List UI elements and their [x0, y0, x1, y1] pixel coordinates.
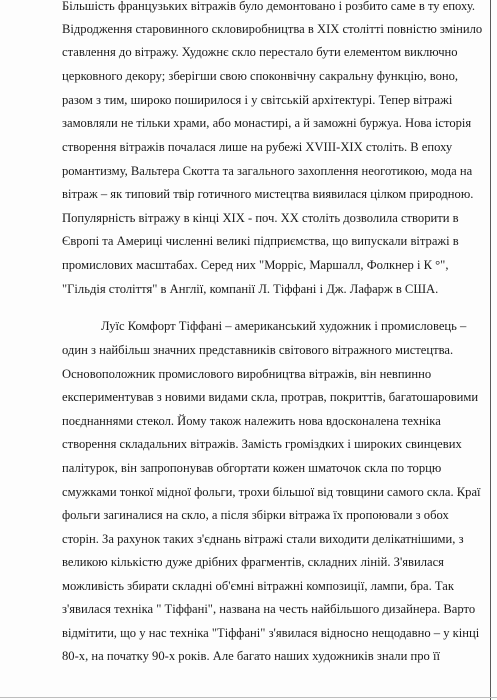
- text-line: церковного декору; зберігши свою споконвічну сакральну функцію, воно,: [62, 69, 459, 83]
- text-line: Більшість французьких вітражів було демонтовано і розбито саме в ту епоху.: [62, 0, 476, 13]
- text-line: вітраж – як типовий твір готичного мистецтва виявилася цілком природною.: [62, 187, 474, 201]
- text-line: промислових масштабах. Серед них "Морріс, Маршалл, Фолкнер і К °",: [62, 258, 449, 272]
- text-line: можливість збирати складні об'ємні вітражні композиції, лампи, бра. Так: [62, 579, 454, 593]
- paragraph-first-line: Луїс Комфорт Тіффані – американський художник і промисловець –: [101, 319, 467, 333]
- text-line: сторін. За рахунок таких з'єднань вітражі стали виходити делікатнішими, з: [62, 532, 464, 546]
- text-line: створення складальних вітражів. Замість громіздких і широких свинцевих: [62, 437, 462, 451]
- text-line: великою кількістю дуже дрібних фрагментів, складних ліній. З'явилася: [62, 555, 444, 569]
- text-line: "Гільдія століття" в Англії, компанії Л. Тіффані і Дж. Лафарж в США.: [62, 282, 439, 296]
- text-line: разом з тим, широко поширилося і у світській архітектурі. Тепер вітражі: [62, 93, 453, 107]
- text-line: поєднаннями стекол. Йому також належить нова вдосконалена техніка: [62, 414, 441, 428]
- text-line: Відродження старовинного скловиробництва в XIX столітті повністю змінило: [62, 22, 483, 36]
- text-line: створення вітражів почалася лише на рубежі XVIII-XIX століть. В епоху: [62, 140, 453, 154]
- text-line: палітурок, він запропонував обгортати кожен шматочок скла по торцю: [62, 461, 442, 475]
- scan-bottom-edge: [0, 697, 497, 698]
- text-line: відмітити, що у нас техніка "Тіффані" з'явилася відносно нещодавно – у кінці: [62, 626, 480, 640]
- text-line: ставлення до вітражу. Художнє скло перестало бути елементом виключно: [62, 45, 458, 59]
- scan-right-edge: [490, 0, 491, 700]
- text-line: один з найбільш значних представників світового вітражного мистецтва.: [62, 343, 454, 357]
- text-line: Основоположник промислового виробництва вітражів, він невпинно: [62, 367, 432, 381]
- text-line: Європі та Америці численні великі підприємства, що випускали вітражі в: [62, 234, 459, 248]
- text-line: смужками тонкої мідної фольги, трохи більшої від товщини самого скла. Краї: [62, 485, 481, 499]
- text-line: з'явилася техніка " Тіффані", названа на честь найбільшого дизайнера. Варто: [62, 602, 476, 616]
- text-line: замовляли не тільки храми, або монастирі, а й заможні буржуа. Нова історія: [62, 116, 472, 130]
- text-line: фольги загиналися на скло, а після збірки вітража їх пропоювали з обох: [62, 508, 449, 522]
- text-line: Популярність вітражу в кінці XIX - поч. XX століть дозволила створити в: [62, 211, 459, 225]
- text-line: експериментував з новими видами скла, протрав, покриттів, багатошаровими: [62, 390, 479, 404]
- text-line: 80-х, на початку 90-х років. Але багато наших художників знали про її: [62, 649, 440, 663]
- text-line: романтизму, Вальтера Скотта та загального захоплення неоготикою, мода на: [62, 164, 473, 178]
